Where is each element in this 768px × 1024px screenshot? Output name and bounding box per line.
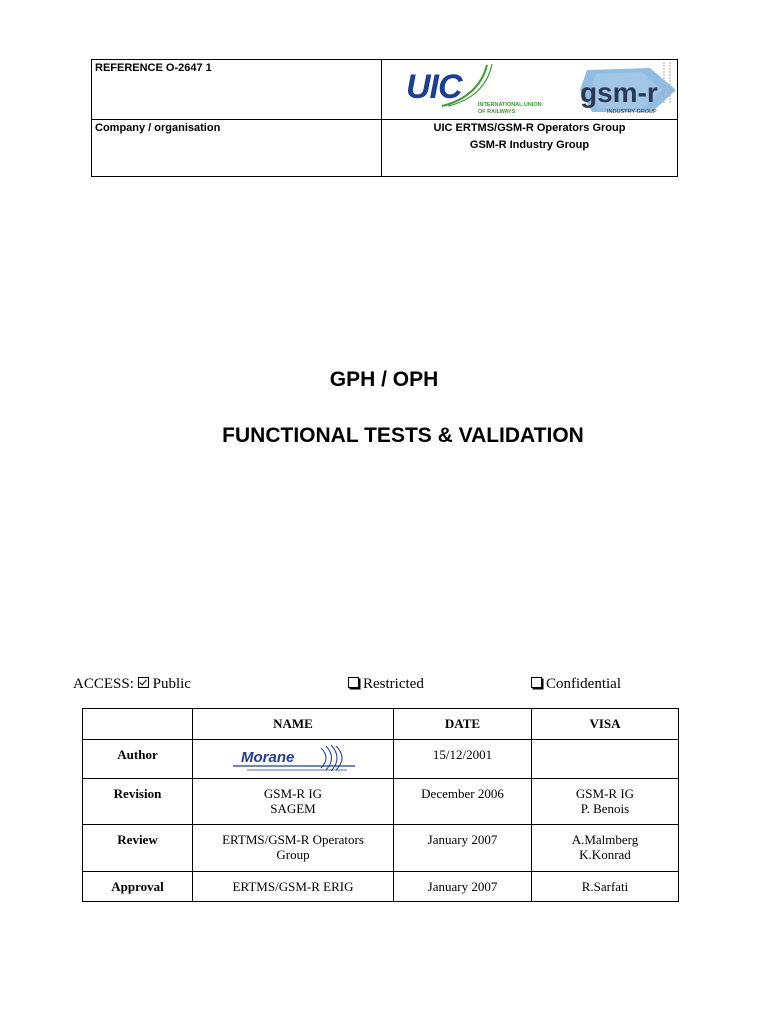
confidential-label: Confidential: [546, 676, 621, 692]
logos: [382, 60, 685, 115]
header-empty: [83, 709, 193, 740]
table-row: [83, 872, 679, 902]
uic-logo-tagline-1: INTERNATIONAL UNION: [478, 102, 542, 108]
name-approval: ERTMS/GSM-R ERIG: [193, 872, 394, 902]
morane-logo: [227, 744, 359, 774]
visa-review-line-1: A.Malmberg: [571, 832, 639, 847]
date-author: 15/12/2001: [394, 740, 532, 779]
table-row: [83, 740, 679, 779]
signature-table: [82, 708, 679, 902]
logos-cell: [382, 60, 678, 120]
table-row: [83, 825, 679, 872]
table-header-row: [83, 709, 679, 740]
public-checkbox[interactable]: [138, 677, 149, 688]
visa-revision-line-2: P. Benois: [580, 801, 630, 816]
doc-title-line2: FUNCTIONAL TESTS & VALIDATION: [222, 424, 584, 447]
name-review-line-2: Group: [276, 847, 310, 862]
date-revision: December 2006: [394, 779, 532, 825]
date-approval: January 2007: [394, 872, 532, 902]
access-confidential: [531, 676, 621, 693]
uic-logo-mark: UIC: [406, 68, 462, 106]
role-revision: Revision: [83, 779, 193, 825]
visa-approval: R.Sarfati: [532, 872, 679, 902]
access-restricted: [348, 676, 424, 693]
name-revision-line-1: GSM-R IG: [263, 786, 323, 801]
access-public: ACCESS: Public: [73, 676, 191, 692]
role-review: Review: [83, 825, 193, 872]
header-visa: VISA: [532, 709, 679, 740]
visa-revision-line-1: GSM-R IG: [575, 786, 635, 801]
header-table: [91, 59, 678, 177]
uic-logo: [406, 64, 542, 115]
role-author: Author: [83, 740, 193, 779]
reference-cell: REFERENCE O-2647 1: [92, 60, 382, 120]
name-review-line-1: ERTMS/GSM-R Operators: [222, 832, 364, 847]
table-row: [83, 779, 679, 825]
access-label: ACCESS: [73, 676, 130, 692]
org-cell: [382, 120, 678, 177]
gsmr-logo-mark: gsm-r: [580, 77, 658, 108]
public-label: Public: [152, 676, 191, 692]
confidential-checkbox[interactable]: [531, 677, 542, 688]
org-line-2: GSM-R Industry Group: [469, 139, 590, 151]
gsmr-logo-tagline: INDUSTRY GROUP: [607, 109, 657, 115]
header-date: DATE: [394, 709, 532, 740]
visa-revision: [532, 779, 679, 825]
visa-author: [532, 740, 679, 779]
restricted-checkbox[interactable]: [348, 677, 359, 688]
name-revision: [193, 779, 394, 825]
name-revision-line-2: SAGEM: [270, 801, 316, 816]
morane-logo-text: Morane: [241, 749, 295, 766]
header-name: NAME: [193, 709, 394, 740]
visa-review-line-2: K.Konrad: [579, 847, 631, 862]
doc-title-line1: GPH / OPH: [329, 368, 439, 391]
name-review: [193, 825, 394, 872]
uic-logo-tagline-2: OF RAILWAYS: [478, 109, 516, 115]
date-review: January 2007: [394, 825, 532, 872]
restricted-label: Restricted: [363, 676, 424, 692]
company-label-cell: Company / organisation: [92, 120, 382, 177]
gsmr-logo: [580, 62, 676, 115]
role-approval: Approval: [83, 872, 193, 902]
org-line-1: UIC ERTMS/GSM-R Operators Group: [433, 122, 626, 134]
morane-logo-cell: [193, 740, 394, 779]
visa-review: [532, 825, 679, 872]
